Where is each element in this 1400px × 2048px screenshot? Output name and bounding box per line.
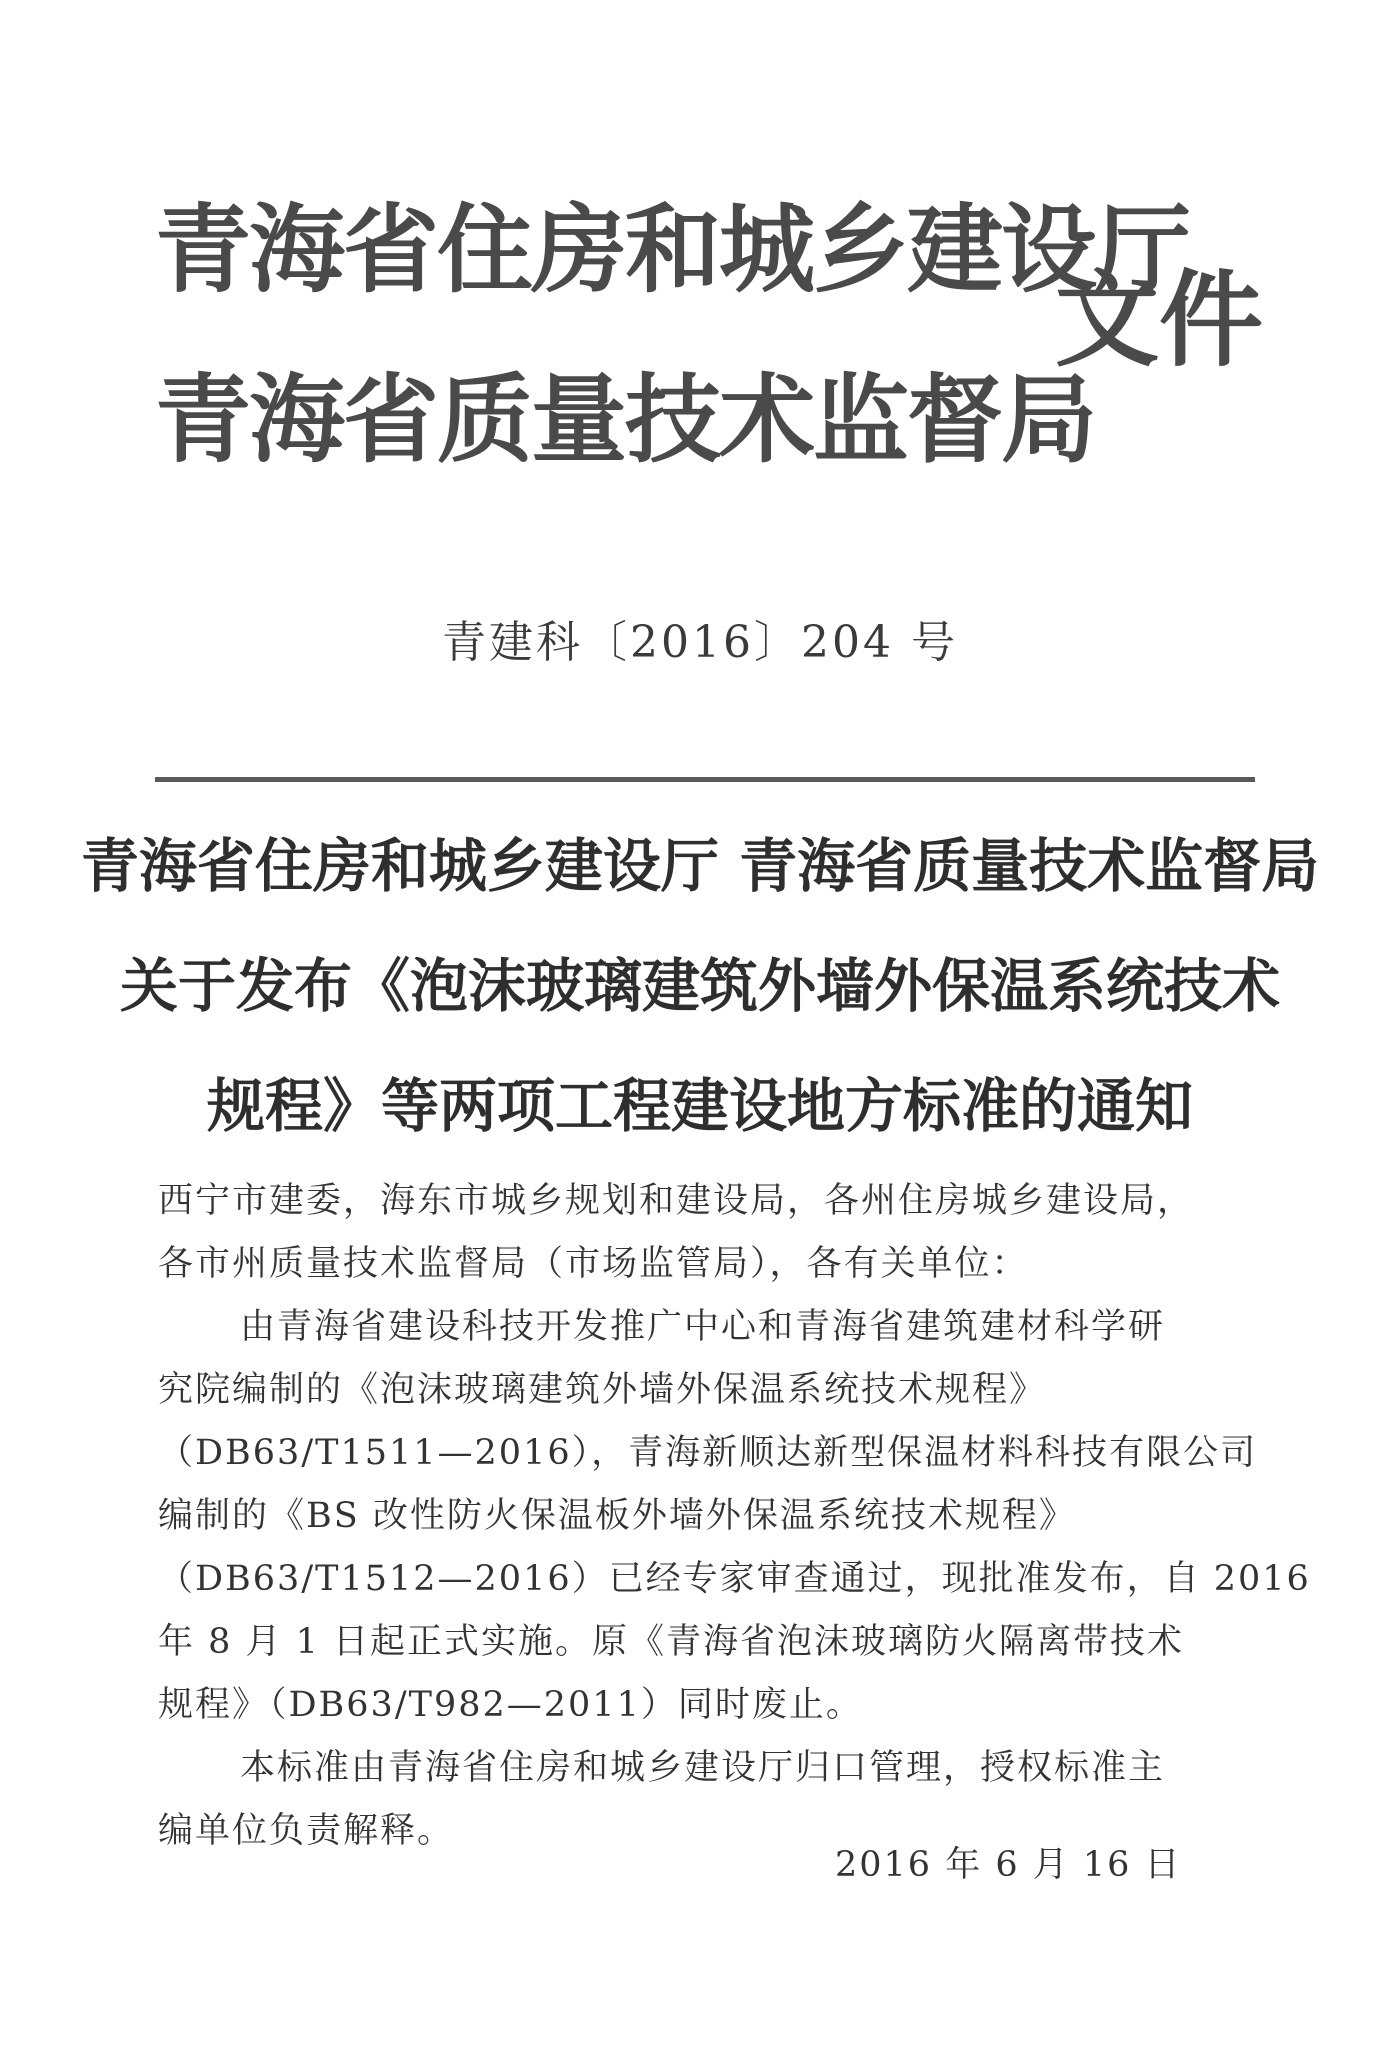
body-paragraph-2-line-2: 编单位负责解释。 bbox=[158, 1811, 455, 1851]
issuer-name-quality-bureau: 青海省质量技术监督局 bbox=[155, 364, 1095, 476]
notice-title-line-3: 规程》等两项工程建设地方标准的通知 bbox=[206, 1072, 1193, 1140]
body-paragraph-2-line-1: 本标准由青海省住房和城乡建设厅归口管理，授权标准主 bbox=[240, 1748, 1166, 1788]
body-paragraph-1-line-4: 编制的《BS 改性防火保温板外墙外保温系统技术规程》 bbox=[158, 1496, 1076, 1536]
issue-date: 2016 年 6 月 16 日 bbox=[835, 1845, 1182, 1885]
issuer-name-housing-department: 青海省住房和城乡建设厅 bbox=[155, 194, 1189, 306]
body-paragraph-1-line-3: （DB63/T1511—2016），青海新顺达新型保温材料科技有限公司 bbox=[158, 1433, 1258, 1473]
body-paragraph-1-line-5: （DB63/T1512—2016）已经专家审查通过，现批准发布，自 2016 bbox=[158, 1559, 1311, 1599]
body-paragraph-1-line-7: 规程》（DB63/T982—2011）同时废止。 bbox=[158, 1685, 863, 1725]
body-paragraph-1-line-1: 由青海省建设科技开发推广中心和青海省建筑建材科学研 bbox=[240, 1307, 1166, 1347]
notice-title-line-1: 青海省住房和城乡建设厅 青海省质量技术监督局 bbox=[80, 832, 1320, 900]
body-paragraph-1-line-2: 究院编制的《泡沫玻璃建筑外墙外保温系统技术规程》 bbox=[158, 1370, 1047, 1410]
document-label: 文件 bbox=[1055, 259, 1264, 381]
header-divider bbox=[155, 777, 1255, 782]
notice-title-line-2: 关于发布《泡沫玻璃建筑外墙外保温系统技术 bbox=[119, 952, 1280, 1020]
recipients-line-2: 各市州质量技术监督局（市场监管局），各有关单位： bbox=[158, 1244, 1029, 1284]
document-number: 青建科〔2016〕204 号 bbox=[442, 617, 958, 668]
recipients-line-1: 西宁市建委，海东市城乡规划和建设局，各州住房城乡建设局， bbox=[158, 1181, 1195, 1221]
issuer-header bbox=[155, 175, 1264, 515]
body-paragraph-1-line-6: 年 8 月 1 日起正式实施。原《青海省泡沫玻璃防火隔离带技术 bbox=[158, 1622, 1185, 1662]
